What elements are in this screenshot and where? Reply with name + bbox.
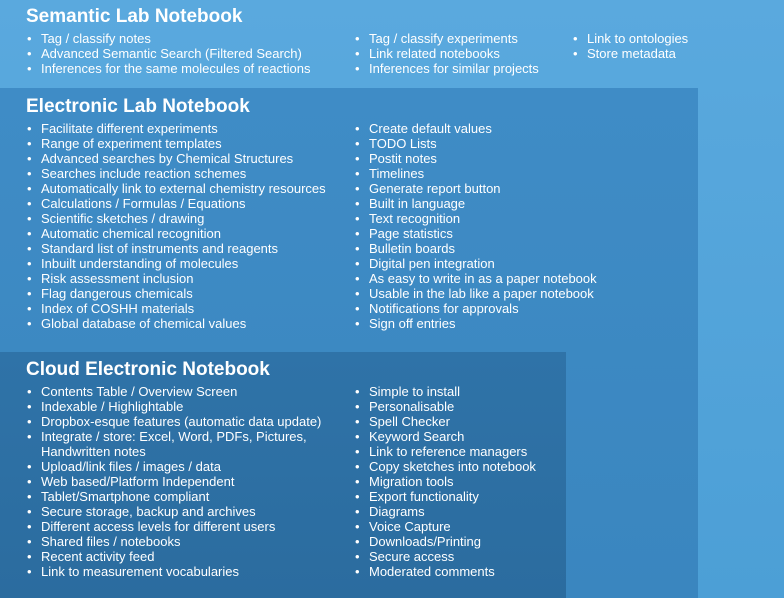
semantic-lab-notebook-title: Semantic Lab Notebook <box>26 6 243 27</box>
cloud-electronic-notebook-title: Cloud Electronic Notebook <box>26 359 270 380</box>
eln-col2-list <box>354 121 597 331</box>
list-item: • Different access levels for different users <box>26 519 341 534</box>
list-item: • Built in language <box>354 196 597 211</box>
list-item: • Export functionality <box>354 489 536 504</box>
list-item: • Searches include reaction schemes <box>26 166 326 181</box>
list-item: • Postit notes <box>354 151 597 166</box>
list-item: • Contents Table / Overview Screen <box>26 384 341 399</box>
list-item: • Scientific sketches / drawing <box>26 211 326 226</box>
list-item: • Tag / classify experiments <box>354 31 539 46</box>
semantic-col3-list <box>572 31 688 61</box>
list-item: • Inferences for the same molecules of reactions <box>26 61 311 76</box>
list-item: • Timelines <box>354 166 597 181</box>
list-item: • Indexable / Highlightable <box>26 399 341 414</box>
list-item: • Usable in the lab like a paper notebook <box>354 286 597 301</box>
list-item: • Dropbox-esque features (automatic data update) <box>26 414 341 429</box>
list-item: • Migration tools <box>354 474 536 489</box>
list-item: • Generate report button <box>354 181 597 196</box>
list-item: • Standard list of instruments and reagents <box>26 241 326 256</box>
cloud-col1-list <box>26 384 341 579</box>
list-item: • Voice Capture <box>354 519 536 534</box>
list-item: • Store metadata <box>572 46 688 61</box>
electronic-lab-notebook-title: Electronic Lab Notebook <box>26 96 250 117</box>
list-item: • Link to reference managers <box>354 444 536 459</box>
list-item: • Automatically link to external chemistry resources <box>26 181 326 196</box>
list-item: • Advanced searches by Chemical Structures <box>26 151 326 166</box>
list-item: • Advanced Semantic Search (Filtered Search) <box>26 46 311 61</box>
list-item: • Inbuilt understanding of molecules <box>26 256 326 271</box>
list-item: • Calculations / Formulas / Equations <box>26 196 326 211</box>
list-item: • Range of experiment templates <box>26 136 326 151</box>
list-item: • Simple to install <box>354 384 536 399</box>
list-item: • As easy to write in as a paper notebook <box>354 271 597 286</box>
semantic-col2-list <box>354 31 539 76</box>
list-item: • Page statistics <box>354 226 597 241</box>
list-item: • Link related notebooks <box>354 46 539 61</box>
list-item: • Risk assessment inclusion <box>26 271 326 286</box>
semantic-col1-list <box>26 31 311 76</box>
list-item: • Bulletin boards <box>354 241 597 256</box>
list-item: • Create default values <box>354 121 597 136</box>
list-item: • Secure access <box>354 549 536 564</box>
list-item: • Moderated comments <box>354 564 536 579</box>
list-item: • Facilitate different experiments <box>26 121 326 136</box>
list-item: • Spell Checker <box>354 414 536 429</box>
list-item: • Global database of chemical values <box>26 316 326 331</box>
list-item: • Personalisable <box>354 399 536 414</box>
list-item: • Tablet/Smartphone compliant <box>26 489 341 504</box>
list-item: • Secure storage, backup and archives <box>26 504 341 519</box>
list-item: • Digital pen integration <box>354 256 597 271</box>
list-item: • Link to measurement vocabularies <box>26 564 341 579</box>
list-item: • Recent activity feed <box>26 549 341 564</box>
list-item: • Keyword Search <box>354 429 536 444</box>
list-item: • Sign off entries <box>354 316 597 331</box>
list-item: • Automatic chemical recognition <box>26 226 326 241</box>
list-item: • Diagrams <box>354 504 536 519</box>
list-item: • Inferences for similar projects <box>354 61 539 76</box>
list-item: • Upload/link files / images / data <box>26 459 341 474</box>
list-item: • Tag / classify notes <box>26 31 311 46</box>
list-item: • Text recognition <box>354 211 597 226</box>
list-item: • Integrate / store: Excel, Word, PDFs, Pictures, Handwritten notes <box>26 429 341 459</box>
eln-col1-list <box>26 121 326 331</box>
list-item: • Shared files / notebooks <box>26 534 341 549</box>
list-item: • Copy sketches into notebook <box>354 459 536 474</box>
list-item: • Link to ontologies <box>572 31 688 46</box>
cloud-col2-list <box>354 384 536 579</box>
list-item: • Downloads/Printing <box>354 534 536 549</box>
list-item: • Index of COSHH materials <box>26 301 326 316</box>
list-item: • TODO Lists <box>354 136 597 151</box>
list-item: • Flag dangerous chemicals <box>26 286 326 301</box>
list-item: • Web based/Platform Independent <box>26 474 341 489</box>
list-item: • Notifications for approvals <box>354 301 597 316</box>
